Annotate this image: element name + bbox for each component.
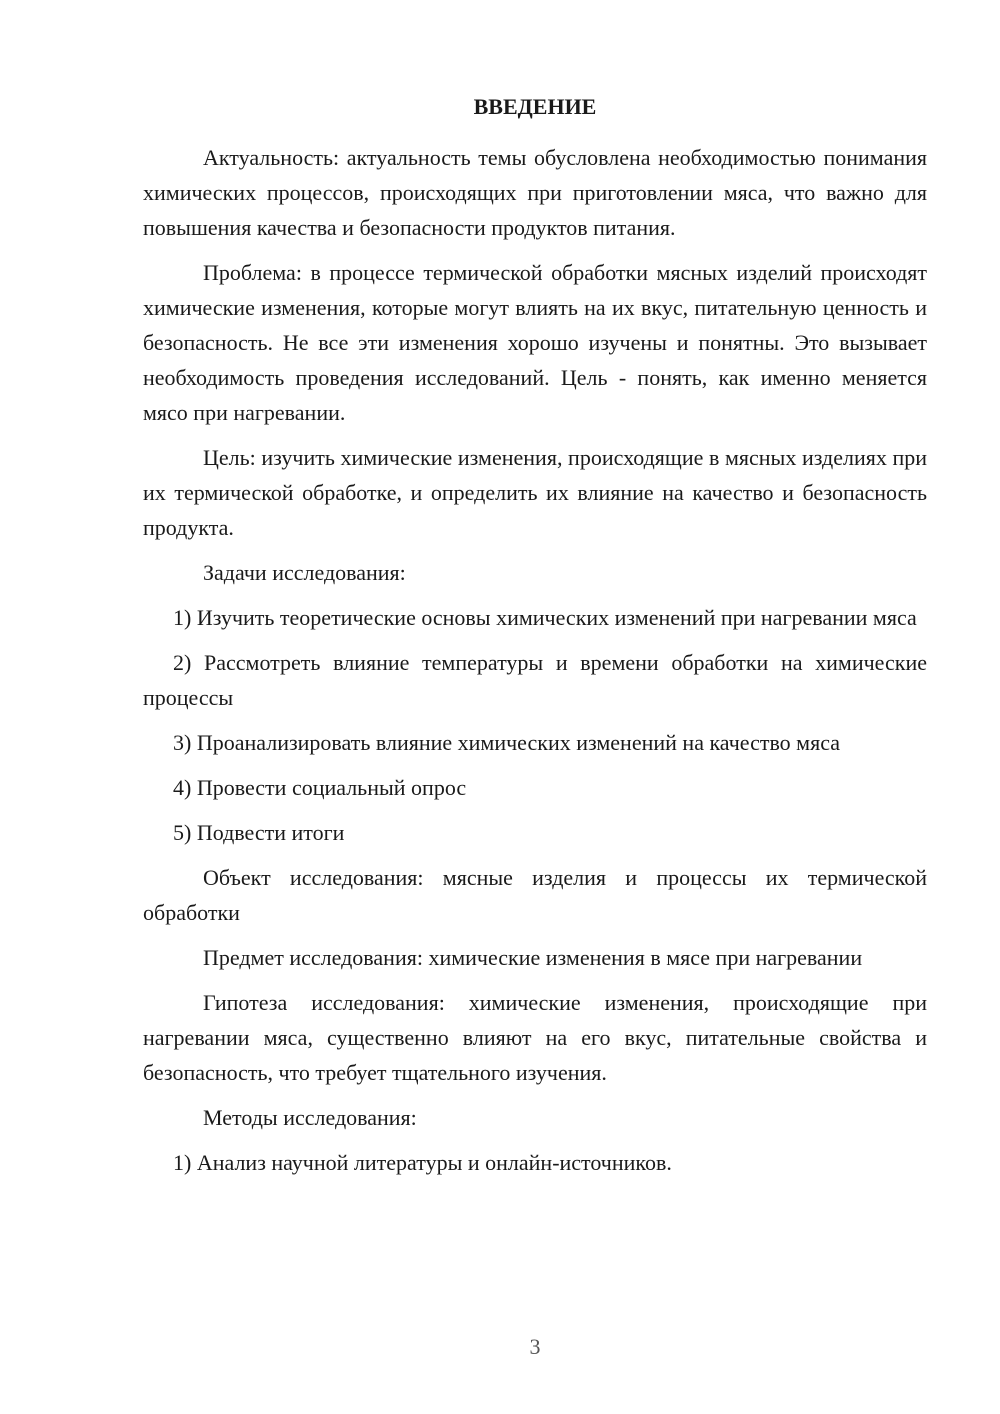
methods-heading: Методы исследования:	[203, 1105, 417, 1131]
object-paragraph: Объект исследования: мясные изделия и процессы их термической обработки	[143, 865, 927, 926]
goal-paragraph: Цель: изучить химические изменения, происходящие в мясных изделиях при их термической обработке, и определить их влияние на качество и безопасность продукта.	[143, 445, 927, 541]
task-item-4: 4) Провести социальный опрос	[173, 775, 467, 801]
relevance-paragraph: Актуальность: актуальность темы обусловлена необходимостью понимания химических процессов, происходящих при приготовлении мяса, что важно для повышения качества и безопасности продуктов питания.	[143, 145, 927, 241]
subject-paragraph: Предмет исследования: химические изменения в мясе при нагревании	[203, 945, 863, 971]
task-item-2: 2) Рассмотреть влияние температуры и времени обработки на химические процессы	[143, 650, 927, 711]
problem-paragraph: Проблема: в процессе термической обработки мясных изделий происходят химические изменения, которые могут влиять на их вкус, питательную ценность и безопасность. Не все эти изменения хорошо изучены и понятны. Это вызывает необходимость проведения исследований. Цель - понять, как именно меняется мясо при нагревании.	[143, 260, 927, 426]
section-title: ВВЕДЕНИЕ	[473, 94, 597, 119]
page-number: 3	[529, 1334, 541, 1359]
tasks-heading: Задачи исследования:	[203, 560, 406, 586]
hypothesis-paragraph: Гипотеза исследования: химические изменения, происходящие при нагревании мяса, существенно влияют на его вкус, питательные свойства и безопасность, что требует тщательного изучения.	[143, 990, 927, 1086]
task-item-5: 5) Подвести итоги	[173, 820, 345, 846]
method-item-1: 1) Анализ научной литературы и онлайн-источников.	[173, 1150, 672, 1176]
task-item-1: 1) Изучить теоретические основы химических изменений при нагревании мяса	[173, 605, 917, 631]
task-item-3: 3) Проанализировать влияние химических изменений на качество мяса	[173, 730, 841, 756]
